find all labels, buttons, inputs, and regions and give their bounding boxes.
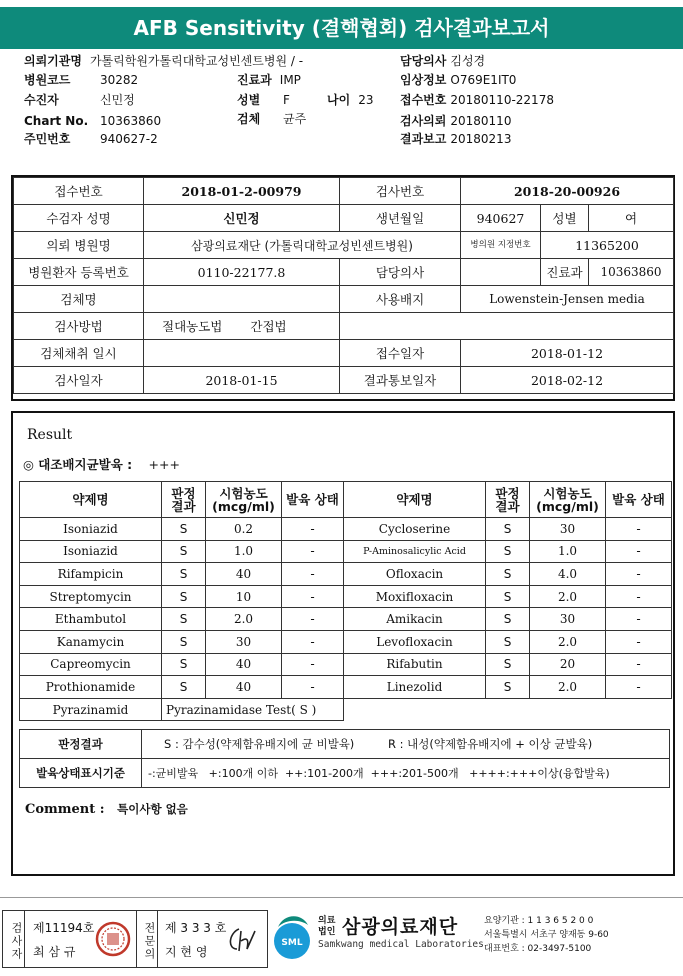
drug-growth: - bbox=[606, 653, 672, 676]
drug-concentration: 30 bbox=[530, 518, 606, 541]
specialist-signature-icon bbox=[225, 925, 261, 955]
judge-legend-label: 판정결과 bbox=[20, 730, 142, 759]
drug-judge: S bbox=[162, 676, 206, 699]
name-label: 수검자 성명 bbox=[14, 205, 144, 232]
hosp-code-label: 병의원 지정번호 bbox=[461, 232, 541, 259]
drug-concentration: 2.0 bbox=[530, 676, 606, 699]
tester-name: 최 삼 규 bbox=[33, 945, 76, 959]
drug-concentration: 1.0 bbox=[206, 540, 282, 563]
drug-name: Moxifloxacin bbox=[344, 585, 486, 608]
drug-judge: S bbox=[486, 540, 530, 563]
drug-concentration: 4.0 bbox=[530, 563, 606, 586]
drug-row bbox=[20, 608, 672, 631]
drug-judge: S bbox=[486, 608, 530, 631]
drug-judge: S bbox=[162, 540, 206, 563]
legend-table bbox=[19, 729, 670, 788]
specimen-label: 검체명 bbox=[14, 286, 144, 313]
tester-seal-icon bbox=[95, 921, 131, 957]
notify-label: 결과통보일자 bbox=[340, 367, 461, 394]
drug-name: Ofloxacin bbox=[344, 563, 486, 586]
header-age: 나이 23 bbox=[327, 93, 374, 107]
pza-drug-name: Pyrazinamid bbox=[20, 698, 162, 721]
drug-growth: - bbox=[282, 608, 344, 631]
drug-name: Isoniazid bbox=[20, 540, 162, 563]
drug-growth: - bbox=[282, 518, 344, 541]
growth-legend-label: 발육상태표시기준 bbox=[20, 759, 142, 788]
drug-row bbox=[20, 540, 672, 563]
drug-growth: - bbox=[282, 630, 344, 653]
org-name: 삼광의료재단 bbox=[342, 916, 459, 938]
drug-concentration: 40 bbox=[206, 676, 282, 699]
drug-judge: S bbox=[162, 653, 206, 676]
drug-name: Linezolid bbox=[344, 676, 486, 699]
drug-judge: S bbox=[486, 630, 530, 653]
dob-label: 생년월일 bbox=[340, 205, 461, 232]
col-judge-left: 판정 결과 bbox=[162, 482, 206, 518]
drug-name: Capreomycin bbox=[20, 653, 162, 676]
svg-text:SML: SML bbox=[281, 938, 303, 948]
signature-box bbox=[2, 910, 268, 968]
patient-info-table bbox=[13, 177, 674, 394]
header-sex: 성별 F bbox=[237, 93, 290, 107]
hospital-label: 의뢰 병원명 bbox=[14, 232, 144, 259]
drug-name: Amikacin bbox=[344, 608, 486, 631]
patient-reg-label: 병원환자 등록번호 bbox=[14, 259, 144, 286]
drug-concentration: 2.0 bbox=[530, 585, 606, 608]
media-label: 사용배지 bbox=[340, 286, 461, 313]
drug-concentration: 1.0 bbox=[530, 540, 606, 563]
hospital-value: 삼광의료재단 (가톨릭대학교성빈센트병원) bbox=[144, 232, 461, 259]
pza-blank bbox=[344, 698, 672, 721]
header-dept: 진료과 IMP bbox=[237, 73, 301, 87]
drug-concentration: 40 bbox=[206, 653, 282, 676]
drug-name: Isoniazid bbox=[20, 518, 162, 541]
col-judge-right: 판정 결과 bbox=[486, 482, 530, 518]
sml-logo-icon bbox=[272, 911, 312, 963]
drug-judge: S bbox=[162, 563, 206, 586]
dept-label: 진료과 bbox=[541, 259, 589, 286]
doctor-value bbox=[461, 259, 541, 286]
drug-growth: - bbox=[282, 676, 344, 699]
org-phone: 대표번호 : 02-3497-5100 bbox=[484, 944, 592, 954]
drug-judge: S bbox=[486, 676, 530, 699]
drug-concentration: 0.2 bbox=[206, 518, 282, 541]
drug-concentration: 2.0 bbox=[206, 608, 282, 631]
drug-row bbox=[20, 653, 672, 676]
header-hospital-code: 병원코드 30282 bbox=[24, 73, 139, 87]
drug-growth: - bbox=[606, 585, 672, 608]
header-patient: 수진자 신민정 bbox=[24, 93, 135, 107]
drug-judge: S bbox=[162, 630, 206, 653]
drug-table bbox=[19, 481, 672, 721]
drug-growth: - bbox=[606, 518, 672, 541]
notify-date-value: 2018-02-12 bbox=[461, 367, 674, 394]
header-clinical: 임상정보 O769E1IT0 bbox=[400, 73, 517, 87]
drug-name: Rifampicin bbox=[20, 563, 162, 586]
drug-growth: - bbox=[282, 563, 344, 586]
receipt-date-label: 접수일자 bbox=[340, 340, 461, 367]
receipt-no-label: 접수번호 bbox=[14, 178, 144, 205]
col-conc-left: 시험농도 (mcg/ml) bbox=[206, 482, 282, 518]
drug-row bbox=[20, 585, 672, 608]
org-english-name: Samkwang medical Laboratories bbox=[318, 939, 484, 950]
col-conc-right: 시험농도 (mcg/ml) bbox=[530, 482, 606, 518]
drug-growth: - bbox=[606, 540, 672, 563]
header-request-date: 검사의뢰 20180110 bbox=[400, 114, 512, 128]
sex-label: 성별 bbox=[541, 205, 589, 232]
drug-concentration: 20 bbox=[530, 653, 606, 676]
drug-judge: S bbox=[486, 653, 530, 676]
drug-name: Rifabutin bbox=[344, 653, 486, 676]
header-institution: 의뢰기관명 가톨릭학원가톨릭대학교성빈센트병원 / - bbox=[24, 54, 304, 68]
drug-row bbox=[20, 518, 672, 541]
specimen-value bbox=[144, 286, 340, 313]
drug-row bbox=[20, 676, 672, 699]
comment-text: 특이사항 없음 bbox=[117, 802, 188, 816]
header-reg-no: 주민번호 940627-2 bbox=[24, 132, 158, 146]
drug-name: Streptomycin bbox=[20, 585, 162, 608]
col-growth-right: 발육 상태 bbox=[606, 482, 672, 518]
drug-name: Ethambutol bbox=[20, 608, 162, 631]
drug-concentration: 2.0 bbox=[530, 630, 606, 653]
drug-judge: S bbox=[162, 518, 206, 541]
drug-judge: S bbox=[162, 608, 206, 631]
media-value: Lowenstein-Jensen media bbox=[461, 286, 674, 313]
tester-label: 검사자 bbox=[3, 911, 25, 967]
drug-concentration: 30 bbox=[530, 608, 606, 631]
patient-reg-value: 0110-22177.8 bbox=[144, 259, 340, 286]
control-growth-value: +++ bbox=[148, 457, 180, 472]
drug-name: P-Aminosalicylic Acid bbox=[344, 540, 486, 563]
dept-value: 10363860 bbox=[589, 259, 674, 286]
drug-row bbox=[20, 630, 672, 653]
drug-name: Levofloxacin bbox=[344, 630, 486, 653]
drug-row bbox=[20, 563, 672, 586]
drug-judge: S bbox=[486, 585, 530, 608]
drug-growth: - bbox=[606, 676, 672, 699]
collect-value bbox=[144, 340, 340, 367]
header-chart-no: Chart No. 10363860 bbox=[24, 114, 162, 128]
test-date-label: 검사일자 bbox=[14, 367, 144, 394]
drug-table-header bbox=[20, 482, 672, 518]
drug-concentration: 30 bbox=[206, 630, 282, 653]
header-specimen: 검체 균주 bbox=[237, 112, 307, 126]
control-growth: ◎ 대조배지균발육 : +++ bbox=[23, 457, 180, 472]
specialist-name: 지 현 영 bbox=[165, 945, 208, 959]
drug-concentration: 10 bbox=[206, 585, 282, 608]
org-contact bbox=[484, 914, 609, 956]
report-title: AFB Sensitivity (결핵협회) 검사결과보고서 bbox=[0, 7, 683, 49]
org-address: 서울특별시 서초구 양재동 9-60 bbox=[484, 930, 609, 940]
test-no-value: 2018-20-00926 bbox=[461, 178, 674, 205]
drug-growth: - bbox=[606, 630, 672, 653]
method-value: 절대농도법 간접법 bbox=[144, 313, 340, 340]
drug-judge: S bbox=[162, 585, 206, 608]
specialist-label: 전문의 bbox=[136, 911, 158, 967]
result-box bbox=[11, 411, 675, 876]
col-growth-left: 발육 상태 bbox=[282, 482, 344, 518]
drug-judge: S bbox=[486, 563, 530, 586]
tester-license: 제11194호 bbox=[33, 921, 95, 935]
drug-growth: - bbox=[282, 653, 344, 676]
receipt-no-value: 2018-01-2-00979 bbox=[144, 178, 340, 205]
method-label: 검사방법 bbox=[14, 313, 144, 340]
growth-legend-text: -:균비발육 +:100개 이하 ++:101-200개 +++:201-500개 ++++:+++이상(융합발육) bbox=[142, 759, 670, 788]
col-drug-left: 약제명 bbox=[20, 482, 162, 518]
drug-name: Cycloserine bbox=[344, 518, 486, 541]
drug-growth: - bbox=[606, 563, 672, 586]
specialist-license: 제 3 3 3 호 bbox=[165, 921, 227, 935]
org-type: 의료 법인 bbox=[318, 916, 336, 937]
drug-growth: - bbox=[606, 608, 672, 631]
method-blank bbox=[340, 313, 674, 340]
test-no-label: 검사번호 bbox=[340, 178, 461, 205]
drug-concentration: 40 bbox=[206, 563, 282, 586]
name-value: 신민정 bbox=[144, 205, 340, 232]
sex-value: 여 bbox=[589, 205, 674, 232]
header-doctor: 담당의사 김성경 bbox=[400, 54, 486, 68]
footer-divider bbox=[0, 897, 683, 898]
dob-value: 940627 bbox=[461, 205, 541, 232]
pza-row bbox=[20, 698, 672, 721]
test-date-value: 2018-01-15 bbox=[144, 367, 340, 394]
comment: Comment : 특이사항 없음 bbox=[25, 802, 188, 817]
drug-name: Kanamycin bbox=[20, 630, 162, 653]
drug-judge: S bbox=[486, 518, 530, 541]
drug-name: Prothionamide bbox=[20, 676, 162, 699]
doctor-label: 담당의사 bbox=[340, 259, 461, 286]
drug-growth: - bbox=[282, 540, 344, 563]
header-report-date: 결과보고 20180213 bbox=[400, 132, 512, 146]
patient-info-box bbox=[11, 175, 675, 401]
judge-legend-text: S : 감수성(약제함유배지에 균 비발육) R : 내성(약제함유배지에 + 이상 균발육) bbox=[142, 730, 670, 759]
receipt-date-value: 2018-01-12 bbox=[461, 340, 674, 367]
collect-label: 검체채취 일시 bbox=[14, 340, 144, 367]
header-receipt: 접수번호 20180110-22178 bbox=[400, 93, 554, 107]
hosp-code-value: 11365200 bbox=[541, 232, 674, 259]
drug-growth: - bbox=[282, 585, 344, 608]
pza-test-result: Pyrazinamidase Test( S ) bbox=[162, 698, 344, 721]
result-heading: Result bbox=[27, 427, 73, 443]
org-code: 요양기관 : 1 1 3 6 5 2 0 0 bbox=[484, 916, 594, 926]
col-drug-right: 약제명 bbox=[344, 482, 486, 518]
